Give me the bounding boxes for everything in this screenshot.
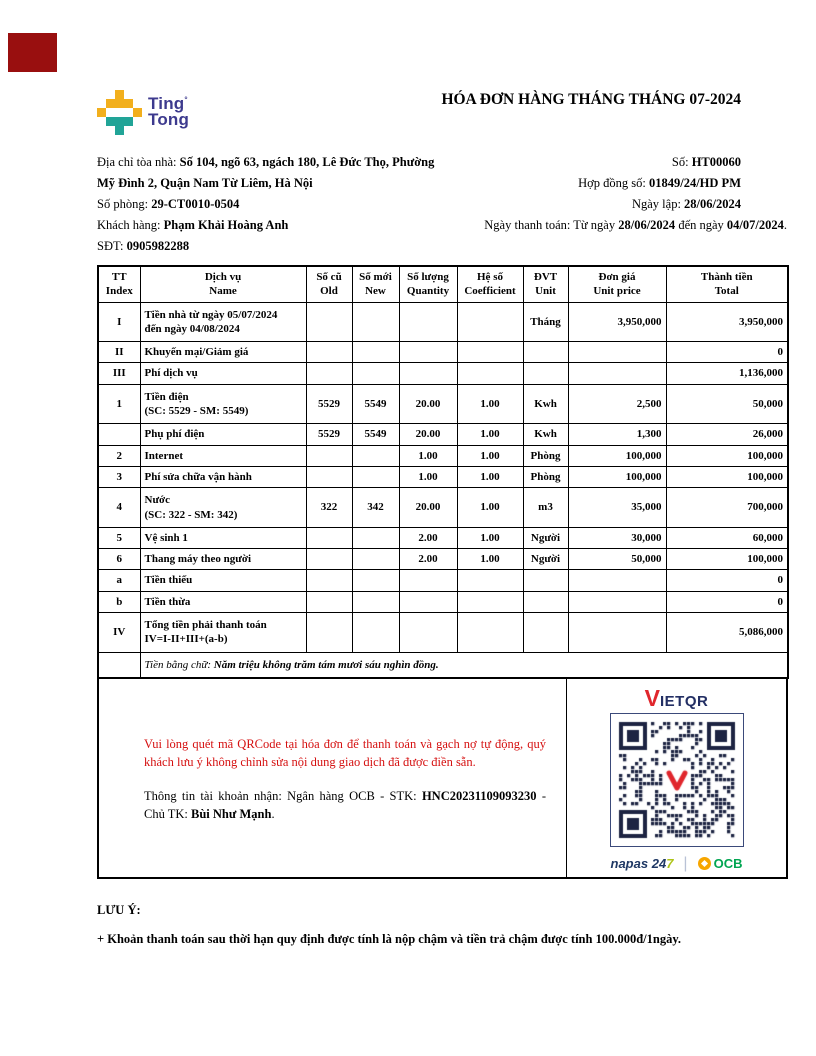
table-cell <box>352 445 399 466</box>
info-row: Khách hàng: Phạm Khải Hoàng Anh Ngày thanh toán: Từ ngày 28/06/2024 đến ngày 04/07/2024. <box>97 218 787 232</box>
table-cell <box>399 302 457 342</box>
vietqr-logo-v: V <box>644 684 660 711</box>
table-cell: 20.00 <box>399 384 457 424</box>
qr-code <box>610 713 744 847</box>
info-row: Mỹ Đình 2, Quận Nam Từ Liêm, Hà Nội Hợp đồng số: 01849/24/HD PM <box>97 176 741 190</box>
table-cell <box>568 591 666 612</box>
vietqr-logo-iet: IET <box>660 692 685 710</box>
table-cell: 1.00 <box>457 549 523 570</box>
table-cell: 4 <box>98 488 140 528</box>
service-name-cell: Tiền thừa <box>140 591 306 612</box>
table-row <box>98 445 788 466</box>
tingtong-logo-icon <box>97 90 142 135</box>
column-header: Số cũ Old <box>306 266 352 302</box>
table-cell <box>399 591 457 612</box>
column-header: Dịch vụ Name <box>140 266 306 302</box>
table-cell: 1,136,000 <box>666 363 788 384</box>
table-cell: Kwh <box>523 424 568 445</box>
table-cell: 1.00 <box>457 466 523 487</box>
table-cell <box>399 363 457 384</box>
table-cell: 20.00 <box>399 424 457 445</box>
table-row <box>98 591 788 612</box>
table-cell <box>523 613 568 653</box>
table-cell <box>306 342 352 363</box>
service-name-cell: Phụ phí điện <box>140 424 306 445</box>
table-cell: 50,000 <box>568 549 666 570</box>
table-cell: 100,000 <box>568 445 666 466</box>
service-name-cell: Tiền thiếu <box>140 570 306 591</box>
ocb-logo: OCB <box>698 856 743 871</box>
table-cell <box>306 466 352 487</box>
table-cell: 1.00 <box>457 384 523 424</box>
table-cell: 2.00 <box>399 527 457 548</box>
table-cell: 30,000 <box>568 527 666 548</box>
red-marker <box>8 33 57 72</box>
table-cell: Phòng <box>523 445 568 466</box>
service-name-cell: Phí sửa chữa vận hành <box>140 466 306 487</box>
table-cell: 1.00 <box>457 424 523 445</box>
column-header: ĐVT Unit <box>523 266 568 302</box>
table-cell <box>306 570 352 591</box>
table-cell: 5529 <box>306 424 352 445</box>
invoice-title: HÓA ĐƠN HÀNG THÁNG THÁNG 07-2024 <box>441 91 741 108</box>
table-row <box>98 613 788 653</box>
table-cell: 5549 <box>352 424 399 445</box>
table-cell <box>352 302 399 342</box>
table-cell: 100,000 <box>568 466 666 487</box>
table-cell: 342 <box>352 488 399 528</box>
table-cell: 1.00 <box>457 527 523 548</box>
payment-section <box>97 679 788 879</box>
table-row <box>98 527 788 548</box>
table-cell: Kwh <box>523 384 568 424</box>
table-cell: Phòng <box>523 466 568 487</box>
table-cell: 1.00 <box>399 466 457 487</box>
table-cell <box>568 342 666 363</box>
table-row <box>98 488 788 528</box>
table-cell: 100,000 <box>666 466 788 487</box>
table-cell: I <box>98 302 140 342</box>
table-cell <box>306 549 352 570</box>
table-cell: 20.00 <box>399 488 457 528</box>
service-name-cell: Tiền nhà từ ngày 05/07/2024 đến ngày 04/08/2024 <box>140 302 306 342</box>
table-cell: b <box>98 591 140 612</box>
table-cell: 5 <box>98 527 140 548</box>
table-header-row <box>98 266 788 302</box>
ocb-logo-icon <box>698 857 711 870</box>
table-cell: 5529 <box>306 384 352 424</box>
amount-in-words-cell: Tiền bằng chữ: Năm triệu không trăm tám mươi sáu nghìn đồng. <box>140 652 788 678</box>
table-cell: 2.00 <box>399 549 457 570</box>
table-row <box>98 570 788 591</box>
table-cell: 700,000 <box>666 488 788 528</box>
column-header: Số lượng Quantity <box>399 266 457 302</box>
table-cell <box>568 570 666 591</box>
table-body <box>98 302 788 678</box>
logo-trademark: ° <box>184 95 188 105</box>
table-cell <box>523 342 568 363</box>
table-cell: 322 <box>306 488 352 528</box>
table-cell: Người <box>523 549 568 570</box>
table-cell: 5549 <box>352 384 399 424</box>
service-name-cell: Phí dịch vụ <box>140 363 306 384</box>
column-header: TT Index <box>98 266 140 302</box>
logo-divider: | <box>683 854 688 872</box>
logo-line1: Ting <box>148 94 185 113</box>
table-cell <box>306 613 352 653</box>
invoice-footer <box>97 903 787 947</box>
vietqr-logo <box>567 684 786 711</box>
table-cell: 100,000 <box>666 445 788 466</box>
service-name-cell: Nước (SC: 322 - SM: 342) <box>140 488 306 528</box>
service-name-cell: Tổng tiền phải thanh toán IV=I-II+III+(a-b) <box>140 613 306 653</box>
table-row <box>98 424 788 445</box>
logo-line2: Tong <box>148 110 190 130</box>
table-cell: 60,000 <box>666 527 788 548</box>
table-row <box>98 363 788 384</box>
table-cell <box>352 466 399 487</box>
table-cell <box>399 570 457 591</box>
table-cell <box>352 527 399 548</box>
table-cell: 1,300 <box>568 424 666 445</box>
table-cell <box>352 570 399 591</box>
table-cell: 35,000 <box>568 488 666 528</box>
info-section <box>97 152 787 257</box>
table-cell: Tháng <box>523 302 568 342</box>
column-header: Hệ số Coefficient <box>457 266 523 302</box>
table-cell <box>523 591 568 612</box>
tingtong-logo-text <box>148 96 189 128</box>
table-cell <box>352 591 399 612</box>
table-row <box>98 342 788 363</box>
info-row: Địa chỉ tòa nhà: Số 104, ngõ 63, ngách 180, Lê Đức Thọ, Phường Số: HT00060 <box>97 155 741 169</box>
table-cell <box>457 570 523 591</box>
service-name-cell: Thang máy theo người <box>140 549 306 570</box>
table-cell <box>457 591 523 612</box>
table-cell: II <box>98 342 140 363</box>
table-cell <box>306 363 352 384</box>
table-cell <box>306 591 352 612</box>
table-cell <box>457 342 523 363</box>
invoice-table <box>97 265 789 679</box>
amount-in-words-row <box>98 652 788 678</box>
table-cell <box>352 549 399 570</box>
tingtong-logo <box>97 90 189 135</box>
table-row <box>98 302 788 342</box>
payment-network-logos <box>567 855 786 873</box>
table-cell <box>457 302 523 342</box>
info-row: SĐT: 0905982288 <box>97 239 190 253</box>
table-cell <box>98 652 140 678</box>
table-cell <box>568 613 666 653</box>
table-row <box>98 466 788 487</box>
napas-logo: napas 247 <box>610 856 674 872</box>
table-cell: 6 <box>98 549 140 570</box>
table-cell: 3,950,000 <box>666 302 788 342</box>
table-row <box>98 549 788 570</box>
table-cell: 100,000 <box>666 549 788 570</box>
table-cell <box>98 424 140 445</box>
table-cell: 3 <box>98 466 140 487</box>
table-cell <box>523 363 568 384</box>
service-name-cell: Tiền điện (SC: 5529 - SM: 5549) <box>140 384 306 424</box>
table-cell: Người <box>523 527 568 548</box>
table-cell: 2,500 <box>568 384 666 424</box>
invoice-content <box>97 0 787 947</box>
table-cell: 0 <box>666 570 788 591</box>
table-cell: m3 <box>523 488 568 528</box>
table-cell: 1 <box>98 384 140 424</box>
table-cell: IV <box>98 613 140 653</box>
column-header: Thành tiền Total <box>666 266 788 302</box>
table-cell: 2 <box>98 445 140 466</box>
service-name-cell: Khuyến mại/Giảm giá <box>140 342 306 363</box>
column-header: Số mới New <box>352 266 399 302</box>
table-cell <box>352 613 399 653</box>
table-cell <box>306 527 352 548</box>
service-name-cell: Vệ sinh 1 <box>140 527 306 548</box>
table-cell: III <box>98 363 140 384</box>
payment-qr-cell <box>567 679 786 877</box>
table-cell: 1.00 <box>399 445 457 466</box>
table-cell: 0 <box>666 591 788 612</box>
table-cell <box>352 342 399 363</box>
payment-account-info: Thông tin tài khoản nhận: Ngân hàng OCB - STK: HNC20231109093230 - Chủ TK: Bùi Như Mạnh. <box>144 789 546 822</box>
invoice-header <box>97 90 787 144</box>
payment-text-cell <box>99 679 567 877</box>
info-row: Số phòng: 29-CT0010-0504 Ngày lập: 28/06/2024 <box>97 197 741 211</box>
table-header <box>98 266 788 302</box>
table-cell: 0 <box>666 342 788 363</box>
table-cell: 5,086,000 <box>666 613 788 653</box>
vietqr-logo-qr: QR <box>684 692 709 710</box>
table-cell: 3,950,000 <box>568 302 666 342</box>
service-name-cell: Internet <box>140 445 306 466</box>
table-cell: 1.00 <box>457 445 523 466</box>
table-cell <box>568 363 666 384</box>
table-cell <box>399 613 457 653</box>
table-cell <box>306 302 352 342</box>
table-cell <box>306 445 352 466</box>
table-cell: a <box>98 570 140 591</box>
table-cell <box>352 363 399 384</box>
column-header: Đơn giá Unit price <box>568 266 666 302</box>
table-cell <box>457 613 523 653</box>
table-cell <box>523 570 568 591</box>
table-cell <box>457 363 523 384</box>
table-cell: 50,000 <box>666 384 788 424</box>
table-row <box>98 384 788 424</box>
table-cell: 26,000 <box>666 424 788 445</box>
table-cell: 1.00 <box>457 488 523 528</box>
payment-notice: Vui lòng quét mã QRCode tại hóa đơn để thanh toán và gạch nợ tự động, quý khách lưu ý không chỉnh sửa nội dung giao dịch đã được điền sẵn. <box>144 736 546 770</box>
table-cell <box>399 342 457 363</box>
footer-note: + Khoản thanh toán sau thời hạn quy định được tính là nộp chậm và tiền trả chậm được tính 100.000đ/1ngày. <box>97 931 682 946</box>
footer-heading: LƯU Ý: <box>97 902 141 917</box>
